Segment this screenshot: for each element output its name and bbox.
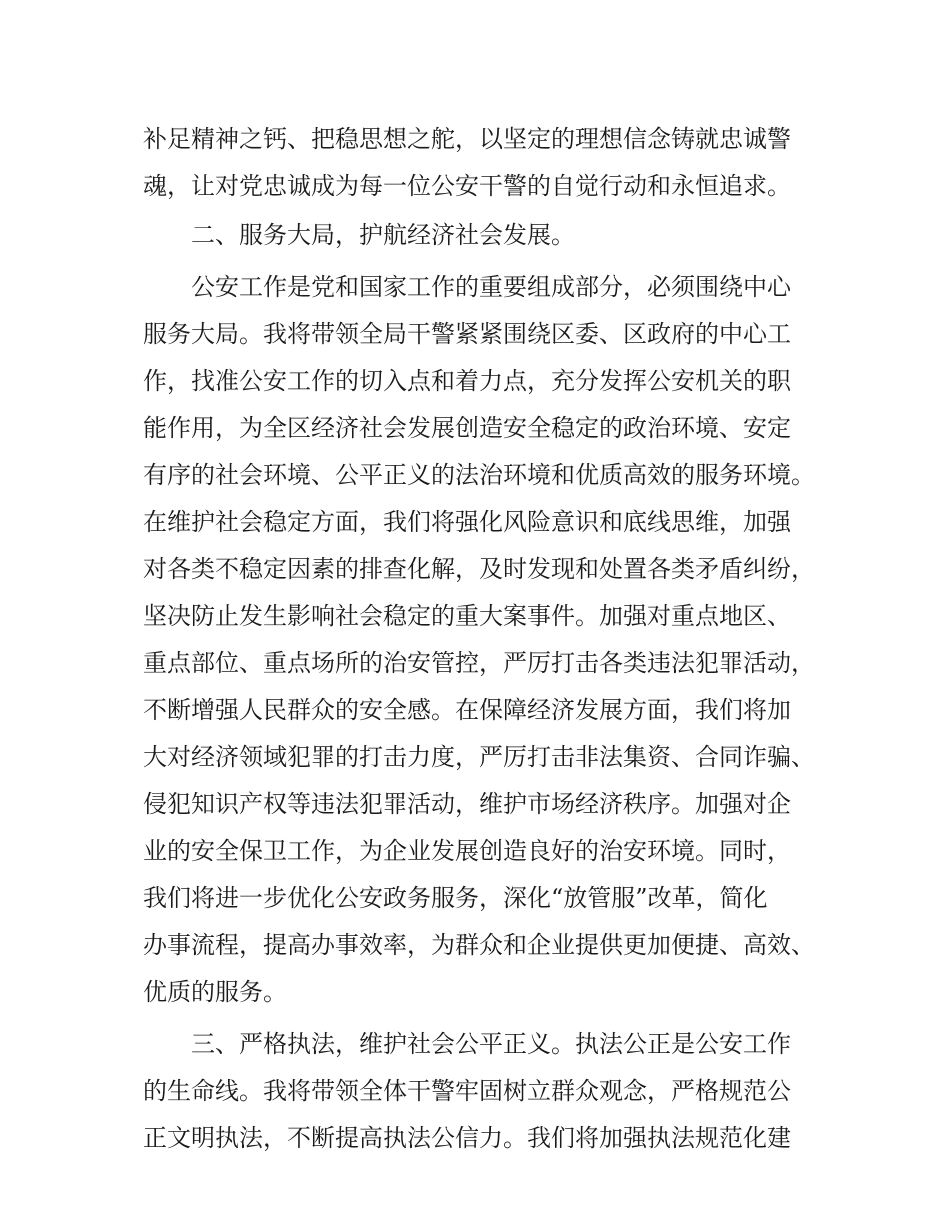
text-line: 大对经济领域犯罪的打击力度，严厉打击非法集资、合同诈骗、 [143, 743, 815, 771]
text-line: 在维护社会稳定方面，我们将强化风险意识和底线思维，加强 [143, 508, 791, 536]
section-heading: 二、服务大局，护航经济社会发展。 [191, 221, 575, 249]
text-line: 正文明执法，不断提高执法公信力。我们将加强执法规范化建 [143, 1124, 791, 1152]
text-line: 优质的服务。 [143, 978, 287, 1006]
text-line: 的生命线。我将带领全体干警牢固树立群众观念，严格规范公 [143, 1077, 791, 1105]
text-line: 能作用，为全区经济社会发展创造安全稳定的政治环境、安定 [143, 414, 791, 442]
text-line: 重点部位、重点场所的治安管控，严厉打击各类违法犯罪活动， [143, 649, 815, 677]
paragraph-start: 公安工作是党和国家工作的重要组成部分，必须围绕中心 [191, 273, 791, 301]
text-line: 业的安全保卫工作，为企业发展创造良好的治安环境。同时， [143, 837, 791, 865]
text-line: 魂，让对党忠诚成为每一位公安干警的自觉行动和永恒追求。 [143, 172, 791, 200]
text-line: 坚决防止发生影响社会稳定的重大案事件。加强对重点地区、 [143, 602, 791, 630]
text-line: 补足精神之钙、把稳思想之舵，以坚定的理想信念铸就忠诚警 [143, 125, 791, 153]
text-line: 作，找准公安工作的切入点和着力点，充分发挥公安机关的职 [143, 367, 791, 395]
text-line: 侵犯知识产权等违法犯罪活动，维护市场经济秩序。加强对企 [143, 790, 791, 818]
text-line: 对各类不稳定因素的排查化解，及时发现和处置各类矛盾纠纷， [143, 555, 815, 583]
text-line: 我们将进一步优化公安政务服务，深化“放管服”改革，简化 [143, 884, 768, 912]
text-line: 办事流程，提高办事效率，为群众和企业提供更加便捷、高效、 [143, 931, 815, 959]
text-line: 不断增强人民群众的安全感。在保障经济发展方面，我们将加 [143, 696, 791, 724]
text-line: 服务大局。我将带领全局干警紧紧围绕区委、区政府的中心工 [143, 320, 791, 348]
text-line: 有序的社会环境、公平正义的法治环境和优质高效的服务环境。 [143, 461, 815, 489]
section-heading: 三、严格执法，维护社会公平正义。执法公正是公安工作 [191, 1030, 791, 1058]
